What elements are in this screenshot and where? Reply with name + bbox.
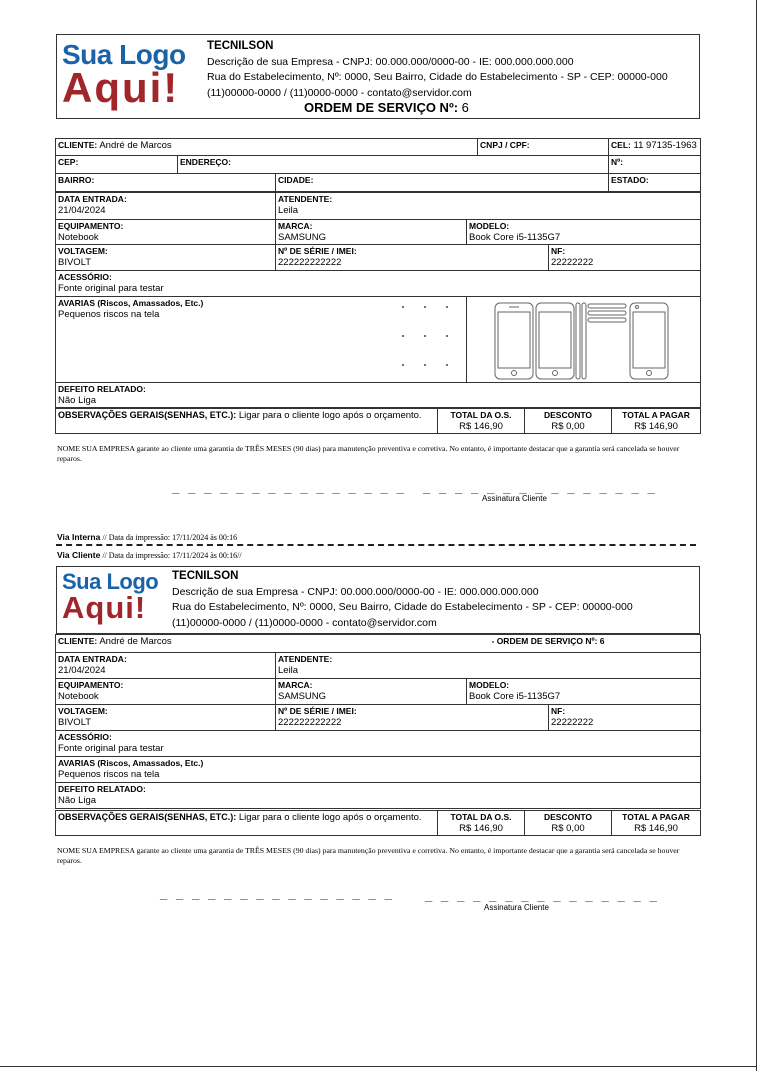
attendant-label: ATENDENTE:: [278, 654, 333, 664]
serial-value: 222222222222: [278, 257, 342, 268]
city-cell: [276, 174, 609, 192]
totals-table: [55, 408, 701, 434]
company-phones: (11)00000-0000 / (11)0000-0000 - contato@servidor.com: [172, 616, 437, 629]
guarantee-text: NOME SUA EMPRESA garante ao cliente uma garantia de TRÊS MESES (90 dias) para manutenção preventiva e corretiva. No entanto, é importante destacar que a garantia será cancelada se houver reparos.: [57, 444, 680, 463]
client-signature-label: Assinatura Cliente: [482, 494, 547, 503]
serial-cell: [276, 245, 549, 271]
nf-cell: [549, 705, 701, 731]
entry-date-cell: [56, 653, 276, 679]
client-value: André de Marcos: [99, 140, 172, 151]
via-interna-date: // Data da impressão: 17/11/2024 às 00:16: [100, 533, 238, 542]
nf-value: 22222222: [551, 717, 594, 728]
client-cell: [56, 635, 432, 653]
voltage-label: VOLTAGEM:: [58, 246, 108, 256]
logo-line-1: Sua Logo: [62, 569, 159, 594]
cel-value: 11 97135-1963: [633, 140, 697, 151]
company-desc: Descrição de sua Empresa - CNPJ: 00.000.000/0000-00 - IE: 000.000.000.000: [207, 55, 574, 68]
observations-value: Ligar para o cliente logo após o orçamento.: [238, 812, 422, 823]
cnpj-cell: [478, 139, 609, 156]
cel-cell: [609, 139, 701, 156]
discount-label: DESCONTO: [543, 410, 593, 420]
discount-value: R$ 0,00: [551, 823, 585, 834]
defect-value: Não Liga: [58, 395, 97, 406]
discount-cell: [525, 409, 612, 434]
observations-cell: [56, 409, 438, 434]
client-signature-label: Assinatura Cliente: [484, 903, 549, 912]
service-table: [55, 652, 701, 809]
totals-row-copy: [55, 810, 700, 836]
total-pay-value: R$ 146,90: [634, 421, 678, 432]
equipment-value: Notebook: [58, 691, 99, 702]
logo-line-2: Aqui!: [62, 64, 180, 111]
model-value: Book Core i5-1135G7: [469, 232, 561, 243]
via-interna-label: Via Interna: [57, 532, 101, 542]
cep-label: CEP:: [58, 157, 79, 167]
serial-cell: [276, 705, 549, 731]
phone-diagram: [494, 302, 670, 380]
observations-label: OBSERVAÇÕES GERAIS(SENHAS, ETC.):: [58, 812, 237, 822]
company-info: [172, 567, 633, 633]
brand-label: MARCA:: [278, 680, 313, 690]
total-pay-value: R$ 146,90: [634, 823, 678, 834]
observations-label: OBSERVAÇÕES GERAIS(SENHAS, ETC.):: [58, 410, 237, 420]
client-form: [55, 138, 700, 192]
attendant-label: ATENDENTE:: [278, 194, 333, 204]
client-signature-line: _ _ _ _ _ _ _ _ _ _ _ _ _ _ _: [425, 888, 660, 903]
observations-value: Ligar para o cliente logo após o orçamento.: [238, 410, 422, 421]
equipment-label: EQUIPAMENTO:: [58, 221, 124, 231]
total-pay-label: TOTAL A PAGAR: [622, 410, 690, 420]
company-signature-line: _ _ _ _ _ _ _ _ _ _ _ _ _ _ _: [160, 886, 395, 901]
entry-date-label: DATA ENTRADA:: [58, 654, 127, 664]
company-address: Rua do Estabelecimento, Nº: 0000, Seu Bairro, Cidade do Estabelecimento - SP - CEP: 00000-000: [172, 601, 633, 613]
cep-cell: [56, 156, 178, 174]
page-edge: [0, 1066, 757, 1067]
client-table: [55, 634, 701, 653]
discount-value: R$ 0,00: [551, 421, 585, 432]
accessory-value: Fonte original para testar: [58, 743, 164, 754]
totals-row: [55, 408, 700, 434]
os-inline-title: - ORDEM DE SERVIÇO Nº: 6: [491, 636, 605, 646]
serial-value: 222222222222: [278, 717, 342, 728]
os-title: [304, 100, 469, 115]
cel-label: CEL:: [611, 140, 631, 150]
page-edge: [756, 0, 757, 1071]
bairro-cell: [56, 174, 276, 192]
city-label: CIDADE:: [278, 175, 314, 185]
total-os-label: TOTAL DA O.S.: [450, 812, 512, 822]
total-pay-cell: [612, 409, 701, 434]
accessory-value: Fonte original para testar: [58, 283, 164, 294]
attendant-cell: [276, 653, 701, 679]
discount-cell: [525, 811, 612, 836]
total-os-cell: [438, 811, 525, 836]
defect-cell: [56, 383, 701, 408]
discount-label: DESCONTO: [543, 812, 593, 822]
damage-label: AVARIAS (Riscos, Amassados, Etc.): [58, 298, 204, 308]
defect-value: Não Liga: [58, 795, 97, 806]
service-form-copy: [55, 652, 700, 809]
model-cell: [467, 679, 701, 705]
bairro-label: BAIRRO:: [58, 175, 95, 185]
company-name: TECNILSON: [172, 570, 239, 582]
client-label: CLIENTE:: [58, 636, 98, 646]
equipment-cell: [56, 679, 276, 705]
os-inline-cell: [432, 635, 701, 653]
company-address: Rua do Estabelecimento, Nº: 0000, Seu Bairro, Cidade do Estabelecimento - SP - CEP: 00000-000: [207, 71, 668, 83]
serial-label: Nº DE SÉRIE / IMEI:: [278, 246, 357, 256]
os-title-label: ORDEM DE SERVIÇO Nº:: [304, 100, 459, 115]
via-interna: [57, 532, 237, 542]
company-phones: (11)00000-0000 / (11)0000-0000 - contato@servidor.com: [207, 86, 472, 99]
address-label: ENDEREÇO:: [180, 157, 232, 167]
defect-label: DEFEITO RELATADO:: [58, 384, 146, 394]
attendant-value: Leila: [278, 205, 299, 216]
equipment-label: EQUIPAMENTO:: [58, 680, 124, 690]
entry-date-label: DATA ENTRADA:: [58, 194, 127, 204]
address-cell: [178, 156, 609, 174]
attendant-cell: [276, 193, 701, 220]
company-desc: Descrição de sua Empresa - CNPJ: 00.000.000/0000-00 - IE: 000.000.000.000: [172, 585, 539, 598]
company-logo: [57, 35, 207, 118]
client-table: [55, 138, 701, 192]
voltage-value: BIVOLT: [58, 257, 92, 268]
company-name: TECNILSON: [207, 40, 274, 52]
model-cell: [467, 220, 701, 245]
os-number: 6: [461, 100, 469, 115]
nf-label: NF:: [551, 246, 566, 256]
model-value: Book Core i5-1135G7: [469, 691, 561, 702]
client-value: André de Marcos: [99, 636, 172, 647]
accessory-label: ACESSÓRIO:: [58, 732, 112, 742]
logo-line-1: Sua Logo: [62, 39, 186, 70]
damage-cell: [56, 757, 701, 783]
header-box-copy: [56, 566, 700, 634]
company-logo: [57, 567, 172, 633]
logo-line-2: Aqui!: [62, 590, 147, 625]
nf-label: NF:: [551, 706, 566, 716]
total-pay-cell: [612, 811, 701, 836]
client-signature-line: _ _ _ _ _ _ _ _ _ _ _ _ _ _ _: [423, 480, 658, 495]
client-form-copy: [55, 634, 700, 653]
pattern-lock-grid: [400, 306, 450, 366]
entry-date-value: 21/04/2024: [58, 665, 106, 676]
via-cliente-date: // Data da impressão: 17/11/2024 às 00:16//: [100, 551, 242, 560]
via-cliente-label: Via Cliente: [57, 550, 101, 560]
total-os-value: R$ 146,90: [459, 421, 503, 432]
voltage-label: VOLTAGEM:: [58, 706, 108, 716]
equipment-cell: [56, 220, 276, 245]
cut-line: [56, 544, 696, 546]
attendant-value: Leila: [278, 665, 299, 676]
damage-value: Pequenos riscos na tela: [58, 309, 160, 320]
accessory-cell: [56, 271, 701, 297]
total-pay-label: TOTAL A PAGAR: [622, 812, 690, 822]
accessory-label: ACESSÓRIO:: [58, 272, 112, 282]
model-label: MODELO:: [469, 680, 510, 690]
accessory-cell: [56, 731, 701, 757]
voltage-value: BIVOLT: [58, 717, 92, 728]
brand-cell: [276, 679, 467, 705]
totals-table: [55, 810, 701, 836]
brand-label: MARCA:: [278, 221, 313, 231]
model-label: MODELO:: [469, 221, 510, 231]
damage-value: Pequenos riscos na tela: [58, 769, 160, 780]
client-cell: [56, 139, 478, 156]
nf-cell: [549, 245, 701, 271]
nf-value: 22222222: [551, 257, 594, 268]
voltage-cell: [56, 705, 276, 731]
defect-cell: [56, 783, 701, 809]
number-cell: [609, 156, 701, 174]
cnpj-label: CNPJ / CPF:: [480, 140, 530, 150]
defect-label: DEFEITO RELATADO:: [58, 784, 146, 794]
total-os-value: R$ 146,90: [459, 823, 503, 834]
entry-date-value: 21/04/2024: [58, 205, 106, 216]
observations-cell: [56, 811, 438, 836]
state-label: ESTADO:: [611, 175, 649, 185]
voltage-cell: [56, 245, 276, 271]
serial-label: Nº DE SÉRIE / IMEI:: [278, 706, 357, 716]
brand-cell: [276, 220, 467, 245]
via-cliente: [57, 550, 242, 560]
total-os-label: TOTAL DA O.S.: [450, 410, 512, 420]
guarantee-text: NOME SUA EMPRESA garante ao cliente uma garantia de TRÊS MESES (90 dias) para manutenção preventiva e corretiva. No entanto, é importante destacar que a garantia será cancelada se houver reparos.: [57, 846, 680, 865]
number-label: Nº:: [611, 157, 624, 167]
equipment-value: Notebook: [58, 232, 99, 243]
brand-value: SAMSUNG: [278, 691, 327, 702]
state-cell: [609, 174, 701, 192]
damage-label: AVARIAS (Riscos, Amassados, Etc.): [58, 758, 204, 768]
brand-value: SAMSUNG: [278, 232, 327, 243]
entry-date-cell: [56, 193, 276, 220]
total-os-cell: [438, 409, 525, 434]
company-signature-line: _ _ _ _ _ _ _ _ _ _ _ _ _ _ _: [172, 480, 407, 495]
client-label: CLIENTE:: [58, 140, 98, 150]
